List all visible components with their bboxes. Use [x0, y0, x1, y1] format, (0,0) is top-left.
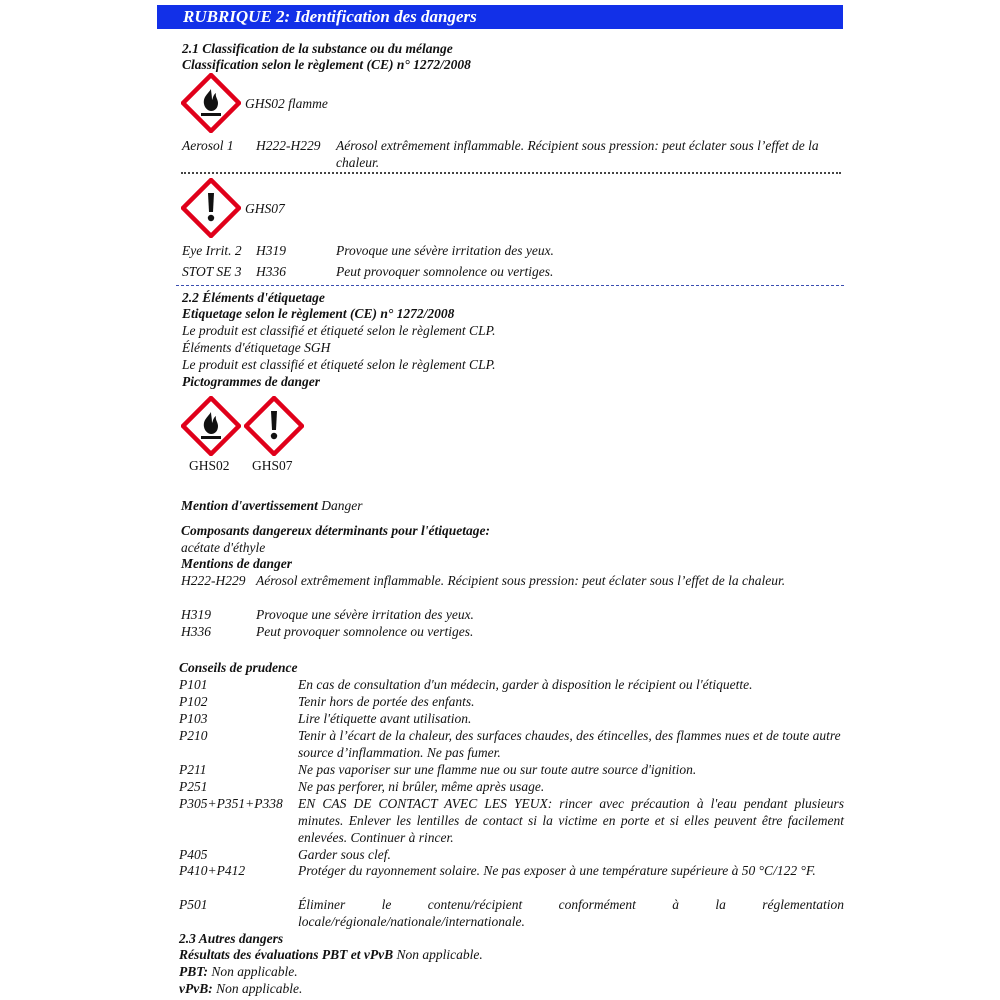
precaution-text: Éliminer le contenu/récipient conformément à la réglementation locale/régionale/nationale/internationale.	[298, 897, 844, 929]
vpvb-label: vPvB:	[179, 981, 213, 996]
precaution-code: P501	[179, 897, 208, 912]
precaution-text: Lire l'étiquette avant utilisation.	[298, 711, 472, 726]
precaution-text: Tenir à l’écart de la chaleur, des surfaces chaudes, des étincelles, des flammes nues et de toute autre source d’inflammation. Ne pas fumer.	[298, 728, 841, 760]
ghs02-label: GHS02 flamme	[245, 96, 328, 111]
s22-line3: Le produit est classifié et étiqueté selon le règlement CLP.	[182, 357, 496, 372]
component-name: acétate d'éthyle	[181, 540, 266, 555]
aerosol-category: Aerosol 1	[182, 138, 234, 153]
vpvb-value: Non applicable.	[216, 981, 303, 996]
pbt-results-label: Résultats des évaluations PBT et vPvB	[179, 947, 394, 962]
signal-word	[181, 497, 363, 514]
precaution-text: Ne pas vaporiser sur une flamme nue ou sur toute autre source d'ignition.	[298, 762, 697, 777]
s21-title: 2.1 Classification de la substance ou du mélange	[182, 41, 453, 56]
hazard-title: Mentions de danger	[181, 556, 293, 571]
eye-text: Provoque une sévère irritation des yeux.	[336, 243, 554, 258]
precaution-code: P405	[179, 847, 208, 862]
flame-pictogram-icon	[181, 73, 241, 133]
signal-value: Danger	[321, 498, 363, 513]
stot-text: Peut provoquer somnolence ou vertiges.	[336, 264, 554, 279]
pbt-results	[179, 946, 483, 963]
precaution-text: Garder sous clef.	[298, 847, 391, 862]
components-title: Composants dangereux déterminants pour l'étiquetage:	[181, 523, 491, 538]
exclamation-pictogram-icon	[181, 178, 241, 238]
aerosol-text: Aérosol extrêmement inflammable. Récipient sous pression: peut éclater sous l’effet de la chaleur.	[336, 138, 819, 170]
vpvb-row	[179, 980, 302, 997]
exclamation-pictogram-icon	[244, 396, 304, 456]
s21-subtitle: Classification selon le règlement (CE) n° 1272/2008	[182, 57, 471, 72]
precaution-text: En cas de consultation d'un médecin, garder à disposition le récipient ou l'étiquette.	[298, 677, 753, 692]
dotted-divider	[181, 172, 841, 174]
hazard-text: Aérosol extrêmement inflammable. Récipient sous pression: peut éclater sous l’effet de la chaleur.	[256, 573, 786, 588]
s22-subtitle: Etiquetage selon le règlement (CE) n° 1272/2008	[182, 306, 455, 321]
aerosol-code: H222-H229	[256, 138, 321, 153]
precaution-title: Conseils de prudence	[179, 660, 298, 675]
precaution-code: P103	[179, 711, 208, 726]
signal-label: Mention d'avertissement	[181, 498, 318, 513]
precaution-text: Tenir hors de portée des enfants.	[298, 694, 475, 709]
hazard-text: Peut provoquer somnolence ou vertiges.	[256, 624, 474, 639]
precaution-code: P305+P351+P338	[179, 796, 283, 811]
stot-code: H336	[256, 264, 286, 279]
s22-title: 2.2 Éléments d'étiquetage	[182, 290, 325, 305]
s22-line2: Éléments d'étiquetage SGH	[182, 340, 331, 355]
precaution-text: Protéger du rayonnement solaire. Ne pas exposer à une température supérieure à 50 °C/122 °F.	[298, 863, 816, 878]
hazard-code: H222-H229	[181, 573, 246, 588]
picto1-label: GHS02	[189, 458, 230, 473]
s23-title: 2.3 Autres dangers	[179, 931, 284, 946]
precaution-code: P101	[179, 677, 208, 692]
ghs07-label: GHS07	[245, 201, 285, 216]
pbt-results-value: Non applicable.	[396, 947, 483, 962]
hazard-code: H336	[181, 624, 211, 639]
section-header	[157, 5, 843, 29]
pbt-value: Non applicable.	[211, 964, 298, 979]
pbt-label: PBT:	[179, 964, 208, 979]
precaution-code: P102	[179, 694, 208, 709]
eye-code: H319	[256, 243, 286, 258]
hazard-code: H319	[181, 607, 211, 622]
precaution-text: Ne pas perforer, ni brûler, même après usage.	[298, 779, 545, 794]
section-title: RUBRIQUE 2: Identification des dangers	[183, 7, 477, 26]
precaution-code: P410+P412	[179, 863, 246, 878]
s22-line1: Le produit est classifié et étiqueté selon le règlement CLP.	[182, 323, 496, 338]
precaution-text: EN CAS DE CONTACT AVEC LES YEUX: rincer avec précaution à l'eau pendant plusieurs minutes. Enlever les lentilles de contact si la victime en porte et si elles peuvent être facilement enlevées. Continuer à rincer.	[298, 796, 844, 845]
hazard-text: Provoque une sévère irritation des yeux.	[256, 607, 474, 622]
pictograms-title: Pictogrammes de danger	[182, 374, 320, 389]
dashed-divider	[176, 285, 844, 286]
precaution-code: P251	[179, 779, 208, 794]
pbt-row	[179, 963, 298, 980]
eye-category: Eye Irrit. 2	[182, 243, 242, 258]
precaution-code: P210	[179, 728, 208, 743]
picto2-label: GHS07	[252, 458, 293, 473]
flame-pictogram-icon	[181, 396, 241, 456]
stot-category: STOT SE 3	[182, 264, 242, 279]
precaution-code: P211	[179, 762, 207, 777]
